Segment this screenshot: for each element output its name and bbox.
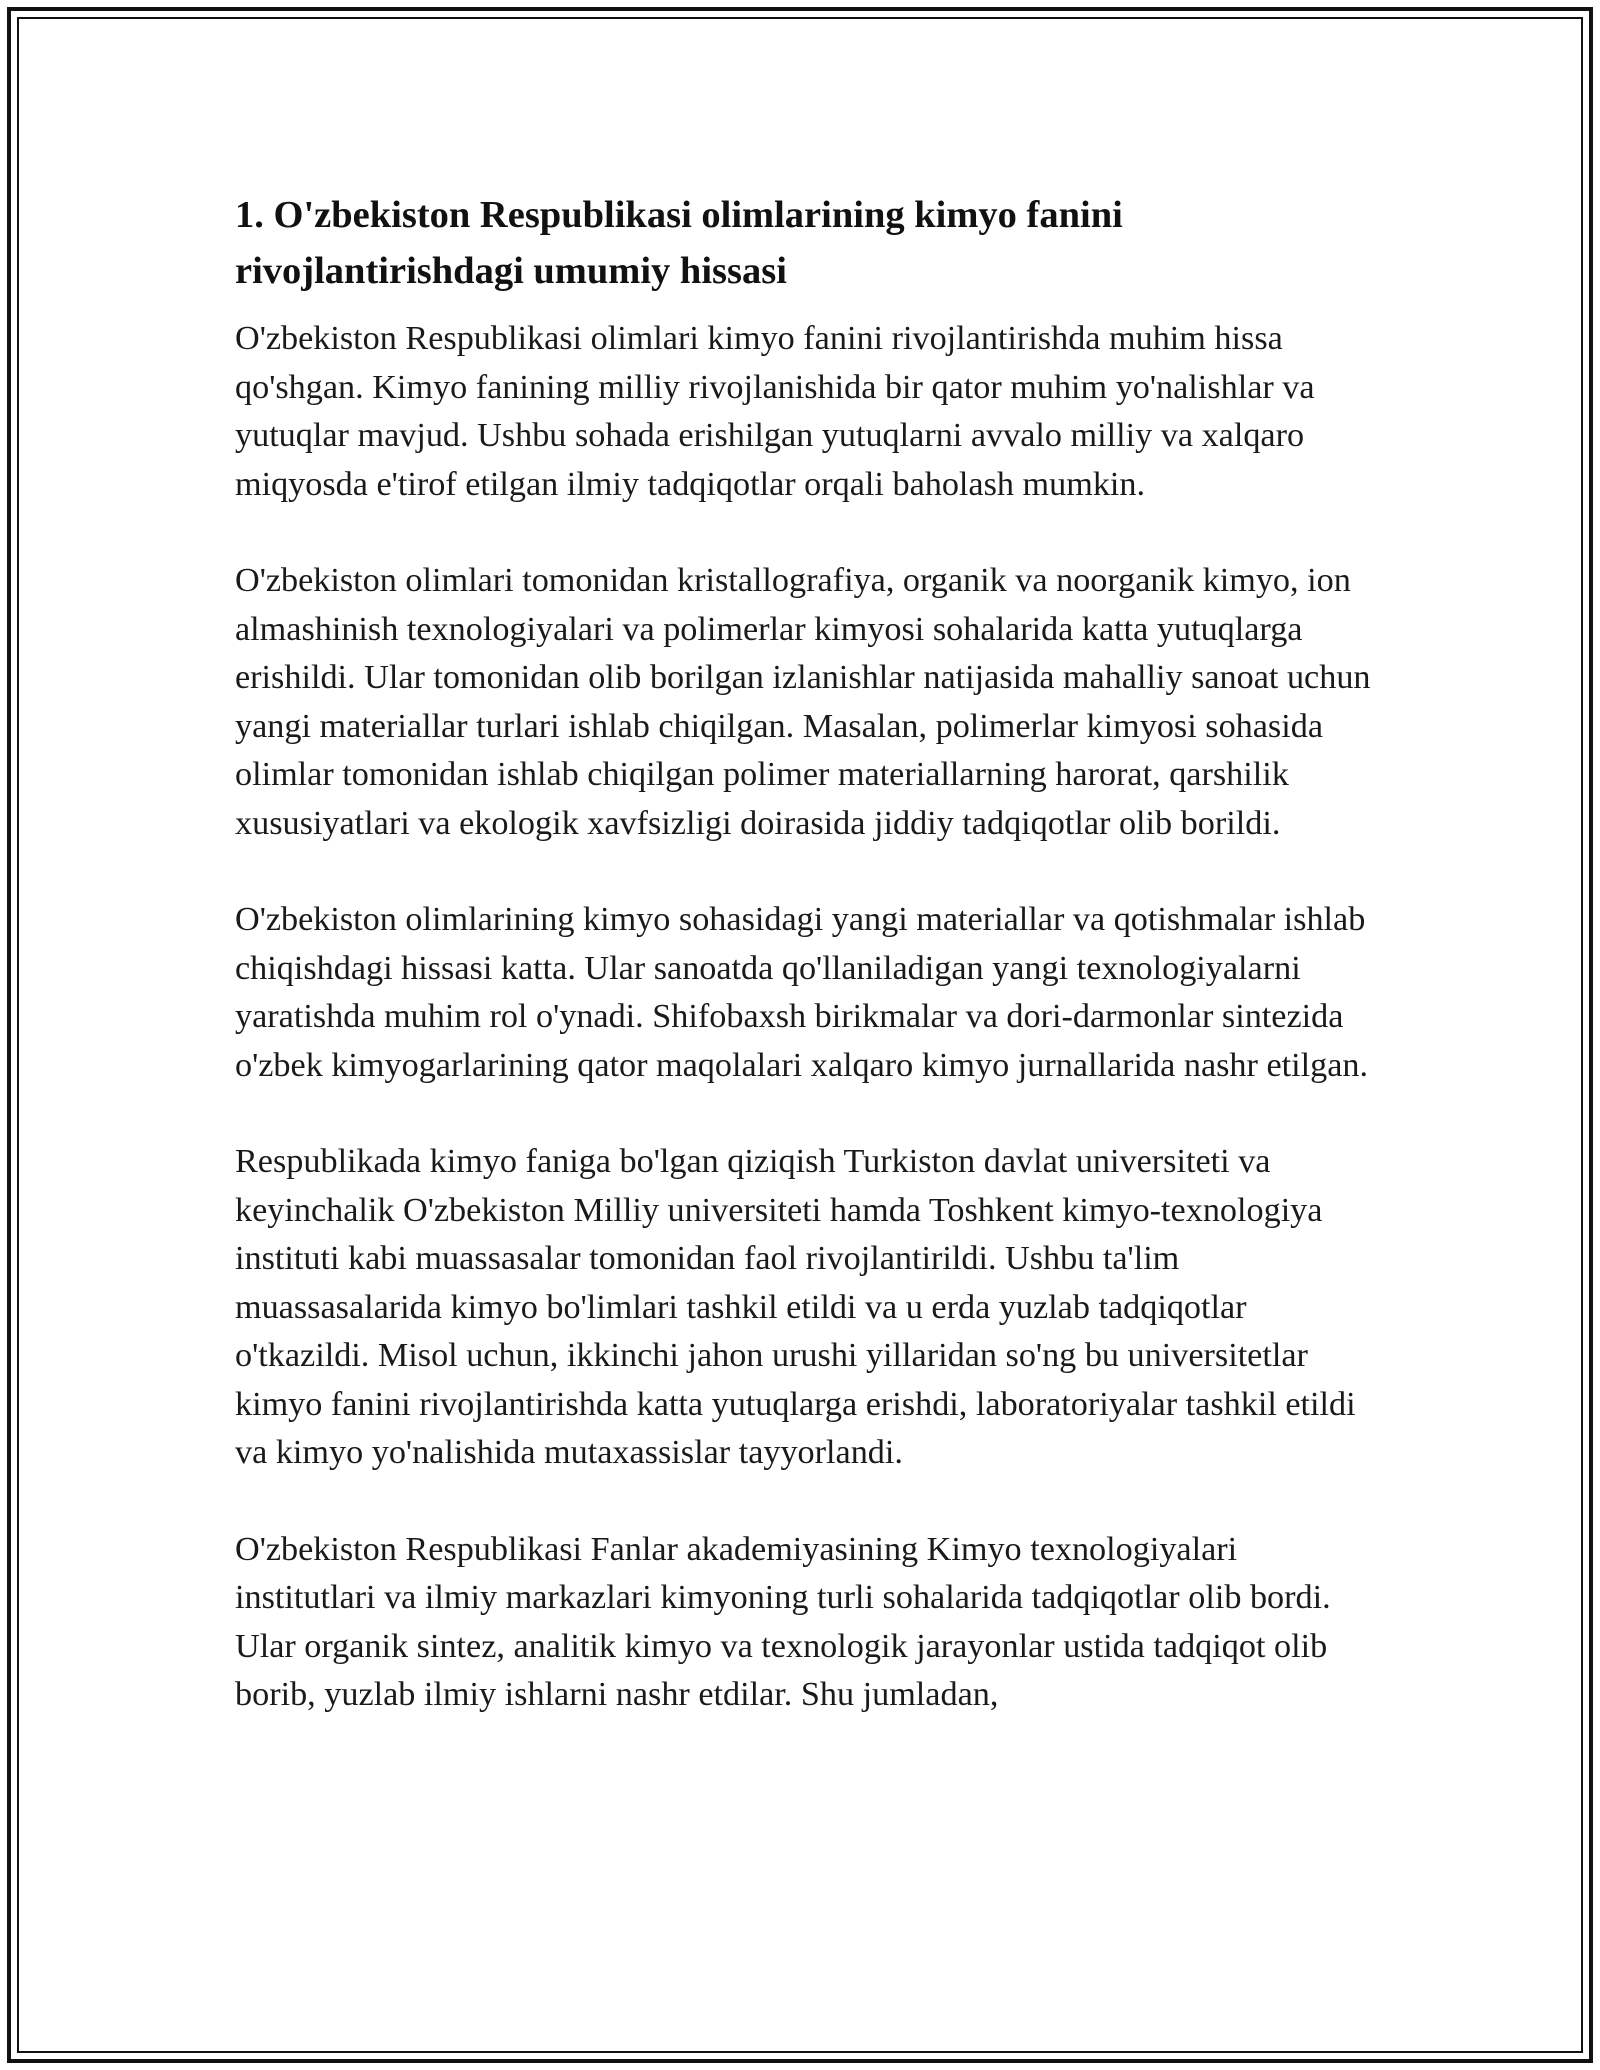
paragraph-4: Respublikada kimyo faniga bo'lgan qiziqish Turkiston davlat universiteti va keyinchalik O'zbekiston Milliy universiteti hamda Toshkent kimyo-texnologiya instituti kabi muassasalar tomonidan faol rivojlantirildi. Ushbu ta'lim muassasalarida kimyo bo'limlari tashkil etildi va u erda yuzlab tadqiqotlar o'tkazildi. Misol uchun, ikkinchi jahon urushi yillaridan so'ng bu universitetlar kimyo fanini rivojlantirishda katta yutuqlarga erishdi, laboratoriyalar tashkil etildi va kimyo yo'nalishida mutaxassislar tayyorlandi. xyxy=(235,1143,1356,1471)
document-body xyxy=(235,187,1375,1768)
section-heading: 1. O'zbekiston Respublikasi olimlarining kimyo fanini rivojlantirishdagi umumiy hissasi xyxy=(235,194,1123,292)
paragraph-3: O'zbekiston olimlarining kimyo sohasidagi yangi materiallar va qotishmalar ishlab chiqishdagi hissasi katta. Ular sanoatda qo'llaniladigan yangi texnologiyalarni yaratishda muhim rol o'ynadi. Shifobaxsh birikmalar va dori-darmonlar sintezida o'zbek kimyogarlarining qator maqolalari xalqaro kimyo jurnallarida nashr etilgan. xyxy=(235,901,1369,1084)
paragraph-2: O'zbekiston olimlari tomonidan kristallografiya, organik va noorganik kimyo, ion almashinish texnologiyalari va polimerlar kimyosi sohalarida katta yutuqlarga erishildi. Ular tomonidan olib borilgan izlanishlar natijasida mahalliy sanoat uchun yangi materiallar turlari ishlab chiqilgan. Masalan, polimerlar kimyosi sohasida olimlar tomonidan ishlab chiqilgan polimer materiallarning harorat, qarshilik xususiyatlari va ekologik xavfsizligi doirasida jiddiy tadqiqotlar olib borildi. xyxy=(235,562,1371,842)
paragraph-5: O'zbekiston Respublikasi Fanlar akademiyasining Kimyo texnologiyalari institutlari va ilmiy markazlari kimyoning turli sohalarida tadqiqotlar olib bordi. Ular organik sintez, analitik kimyo va texnologik jarayonlar ustida tadqiqot olib borib, yuzlab ilmiy ishlarni nashr etdilar. Shu jumladan, xyxy=(235,1530,1331,1713)
paragraph-1: O'zbekiston Respublikasi olimlari kimyo fanini rivojlantirishda muhim hissa qo'shgan. Kimyo fanining milliy rivojlanishida bir qator muhim yo'nalishlar va yutuqlar mavjud. Ushbu sohada erishilgan yutuqlarni avvalo milliy va xalqaro miqyosda e'tirof etilgan ilmiy tadqiqotlar orqali baholash mumkin. xyxy=(235,320,1315,503)
